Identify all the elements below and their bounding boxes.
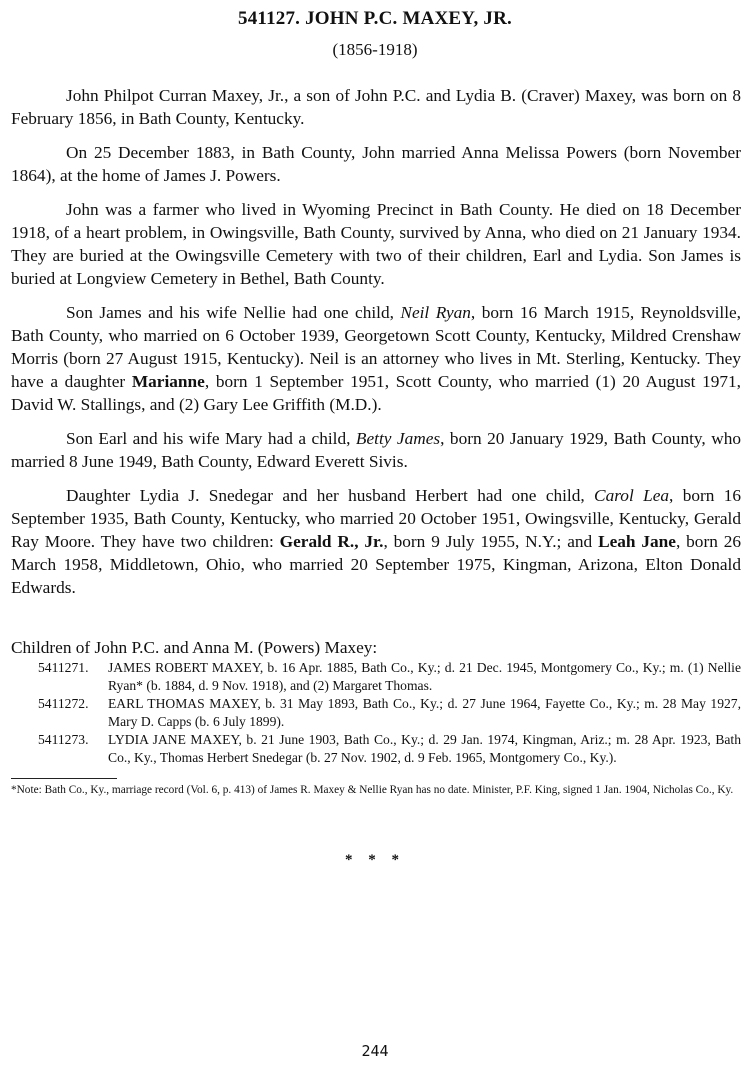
name-marianne: Marianne [131,372,205,391]
paragraph-birth: John Philpot Curran Maxey, Jr., a son of John P.C. and Lydia B. (Craver) Maxey, was born on 8 February 1856, in Bath County, Kentucky. [11,86,741,128]
children-heading: Children of John P.C. and Anna M. (Powers) Maxey: [11,638,378,657]
biography-text [11,84,741,610]
child-number: 5411273. [38,732,89,747]
children-list [38,659,741,767]
page-title: 541127. JOHN P.C. MAXEY, JR. [238,8,512,29]
name-carol-lea: Carol Lea [594,486,670,505]
child-number: 5411271. [38,660,89,675]
life-dates: (1856-1918) [332,40,418,59]
list-item [38,659,741,695]
paragraph-death: John was a farmer who lived in Wyoming Precinct in Bath County. He died on 18 December 1918, of a heart problem, in Owingsville, Bath County, survived by Anna, who died on 21 January 1934. They are buried at the Owingsville Cemetery with two of their children, Earl and Lydia. Son James is buried at Longview Cemetery in Bethel, Bath County. [11,200,741,288]
paragraph-son-earl: Son Earl and his wife Mary had a child, Betty James, born 20 January 1929, Bath County, who married 8 June 1949, Bath County, Edward Everett Sivis. [11,429,741,471]
paragraph-son-james: Son James and his wife Nellie had one child, Neil Ryan, born 16 March 1915, Reynoldsville, Bath County, who married on 6 October 1939, Georgetown Scott County, Kentucky, Mildred Crenshaw Morris (born 27 August 1915, Kentucky). Neil is an attorney who lives in Mt. Sterling, Kentucky. They have a daughter Marianne, born 1 September 1951, Scott County, who married (1) 20 August 1971, David W. Stallings, and (2) Gary Lee Griffith (M.D.). [11,303,741,414]
paragraph-marriage: On 25 December 1883, in Bath County, John married Anna Melissa Powers (born November 1864), at the home of James J. Powers. [11,143,741,185]
name-neil-ryan: Neil Ryan [400,303,471,322]
name-leah-jane: Leah Jane [598,532,676,551]
paragraph-daughter-lydia: Daughter Lydia J. Snedegar and her husband Herbert had one child, Carol Lea, born 16 September 1935, Bath County, Kentucky, who married 20 October 1951, Owingsville, Kentucky, Gerald Ray Moore. They have two children: Gerald R., Jr., born 9 July 1955, N.Y.; and Leah Jane, born 26 March 1958, Middletown, Ohio, who married 20 September 1975, Kingman, Arizona, Elton Donald Edwards. [11,486,742,597]
child-entry: EARL THOMAS MAXEY, b. 31 May 1893, Bath Co., Ky.; d. 27 June 1964, Fayette Co., Ky.; m. 28 May 1927, Mary D. Capps (b. 6 July 1899). [108,696,741,729]
section-separator: * * * [345,852,405,868]
name-betty-james: Betty James [355,429,441,448]
page-number: 244 [361,1042,389,1060]
name-gerald-jr: Gerald R., Jr. [279,532,384,551]
child-number: 5411272. [38,696,89,711]
list-item [38,695,741,731]
child-entry: JAMES ROBERT MAXEY, b. 16 Apr. 1885, Bath Co., Ky.; d. 21 Dec. 1945, Montgomery Co., Ky.; m. (1) Nellie Ryan* (b. 1884, d. 9 Nov. 1918), and (2) Margaret Thomas. [108,660,741,693]
footnote-divider [11,778,117,779]
list-item [38,731,741,767]
child-entry: LYDIA JANE MAXEY, b. 21 June 1903, Bath Co., Ky.; d. 29 Jan. 1974, Kingman, Ariz.; m. 28 Apr. 1923, Bath Co., Ky., Thomas Herbert Snedegar (b. 27 Nov. 1902, d. 9 Feb. 1965, Montgomery Co., Ky.). [108,732,741,765]
footnote: *Note: Bath Co., Ky., marriage record (Vol. 6, p. 413) of James R. Maxey & Nellie Ryan has no date. Minister, P.F. King, signed 1 Jan. 1904, Nicholas Co., Ky. [11,784,734,796]
